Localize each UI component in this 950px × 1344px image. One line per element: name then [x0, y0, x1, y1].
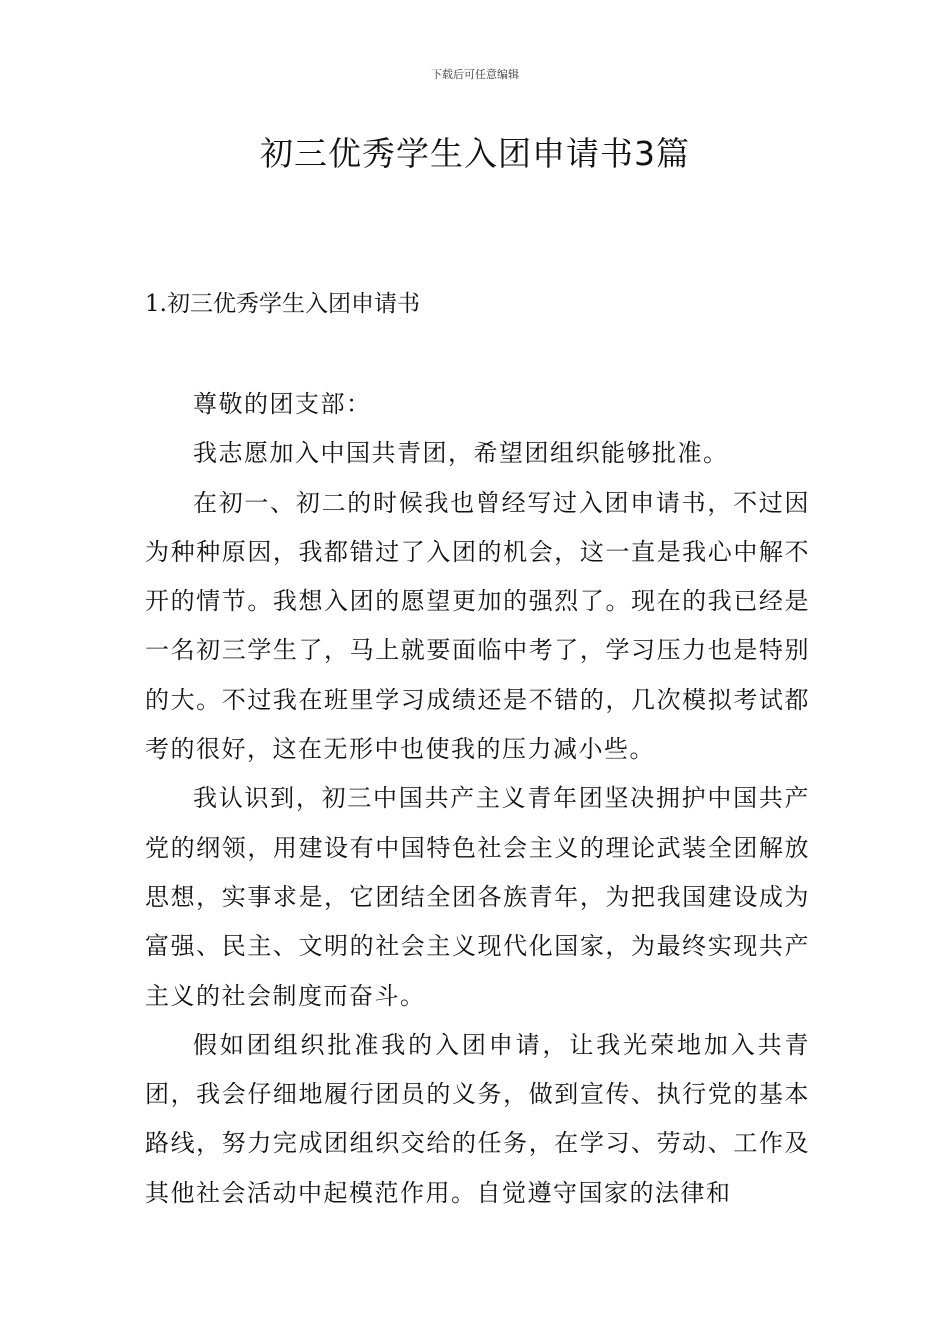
body-paragraph: 我认识到，初三中国共产主义青年团坚决拥护中国共产党的纲领，用建设有中国特色社会主义的理论武装全团解放思想，实事求是，它团结全团各族青年，为把我国建设成为富强、民主、文明的社会主义现代化国家，为最终实现共产主义的社会制度而奋斗。 [145, 784, 810, 1010]
body-paragraph: 我志愿加入中国共青团，希望团组织能够批准。 [193, 439, 729, 468]
document-title: 初三优秀学生入团申请书3篇 [260, 134, 690, 173]
header-note: 下载后可任意编辑 [431, 68, 519, 81]
salutation-paragraph: 尊敬的团支部： [193, 390, 372, 418]
body-paragraph: 假如团组织批准我的入团申请，让我光荣地加入共青团，我会仔细地履行团员的义务，做到宣传、执行党的基本路线，努力完成团组织交给的任务，在学习、劳动、工作及其他社会活动中起模范作用。自觉遵守国家的法律和 [145, 1030, 810, 1207]
document-body [145, 380, 810, 1218]
section-heading: 1.初三优秀学生入团申请书 [145, 291, 420, 317]
body-paragraph: 在初一、初二的时候我也曾经写过入团申请书，不过因为种种原因，我都错过了入团的机会，这一直是我心中解不开的情节。我想入团的愿望更加的强烈了。现在的我已经是一名初三学生了，马上就要面临中考了，学习压力也是特别的大。不过我在班里学习成绩还是不错的，几次模拟考试都考的很好，这在无形中也使我的压力减小些。 [145, 488, 810, 764]
